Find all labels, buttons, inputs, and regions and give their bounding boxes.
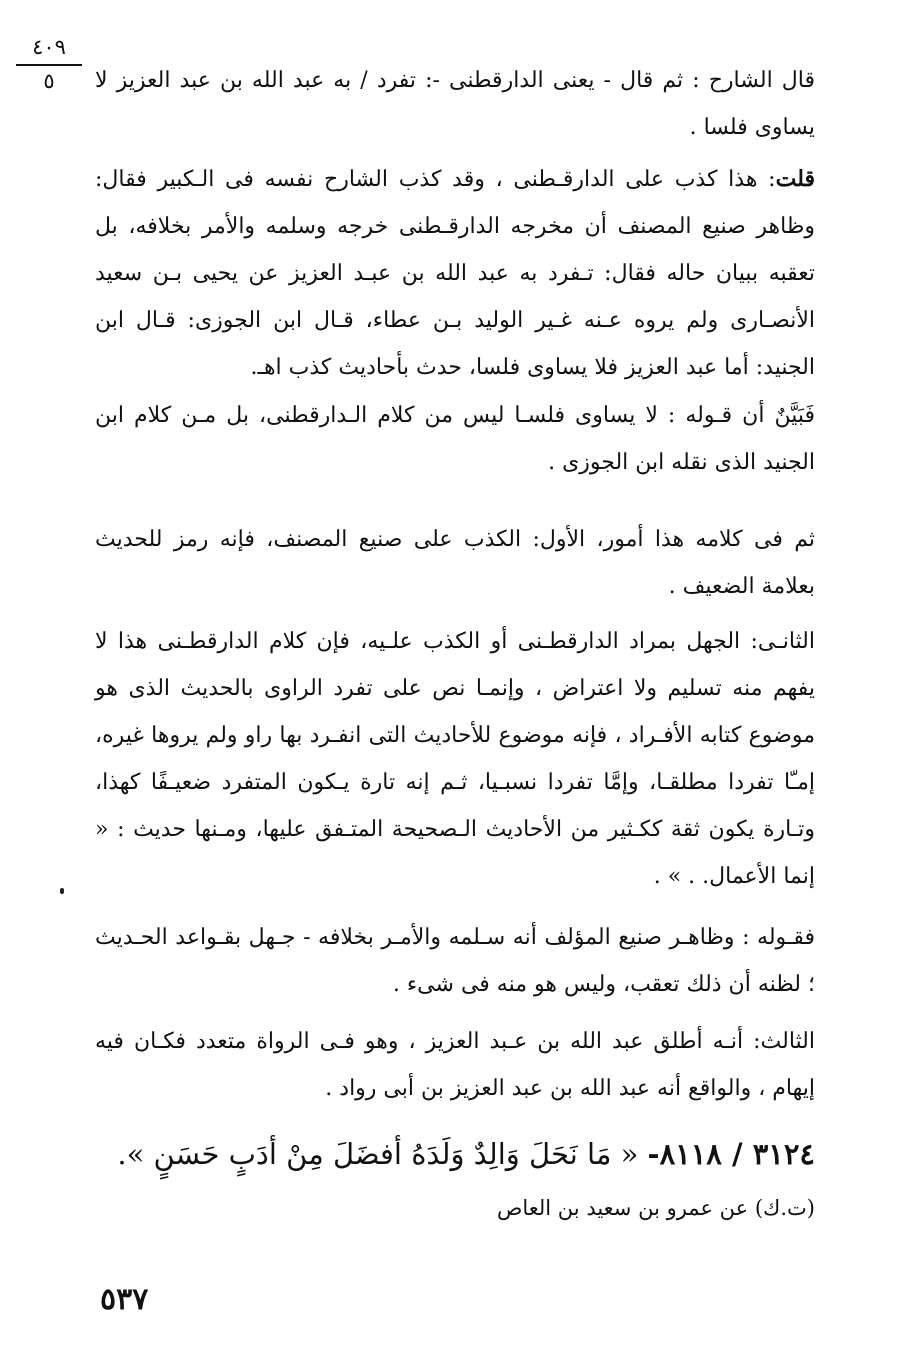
paragraph-text: فَبَيَّنٌ أن قـوله : لا يساوى فلسـا ليس من كلام الـدارقطنى، بل مـن كلام ابن الجنيد الذى نقله ابن الجوزى .	[95, 403, 815, 475]
paragraph-6	[95, 914, 815, 1008]
paragraph-4	[95, 516, 815, 610]
paragraph-lead-word: قلت	[775, 166, 815, 192]
paragraph-text: فقـوله : وظاهـر صنيع المؤلف أنه سـلمه والأمـر بخلافه - جـهل بقـواعد الحـديث ؛ لظنه أن ذلك تعقب، وليس هو منه فى شىء .	[95, 925, 815, 997]
paragraph-3	[95, 392, 815, 486]
hadith-entry	[60, 1132, 815, 1176]
print-speck	[60, 888, 64, 894]
paragraph-7	[95, 1018, 815, 1112]
margin-page-reference	[14, 36, 84, 92]
paragraph-5	[95, 618, 815, 900]
hadith-text: « مَا نَحَلَ وَالِدٌ وَلَدَهُ أفضَلَ مِنْ أدَبٍ حَسَنٍ ».	[117, 1137, 639, 1171]
paragraph-text: الثالث: أنـه أطلق عبد الله بن عـبد العزيز ، وهو فـى الرواة متعدد فكـان فيه إيهام ، والواقع أنه عبد الله بن عبد العزيز بن أبى رواد .	[95, 1029, 815, 1101]
hadith-number: ٣١٢٤ / ٨١١٨-	[647, 1137, 815, 1171]
margin-reference-rule	[16, 64, 82, 66]
paragraph-text: قال الشارح : ثم قال - يعنى الدارقطنى -: تفرد / به عبد الله بن عبد العزيز لا يساوى فلسا .	[95, 68, 815, 140]
paragraph-1	[95, 57, 815, 151]
margin-reference-bottom: ٥	[43, 69, 55, 93]
paragraph-2	[95, 156, 815, 391]
hadith-source: (ت.ك) عن عمرو بن سعيد بن العاص	[496, 1196, 815, 1220]
paragraph-text: ثم فى كلامه هذا أمور، الأول: الكذب على صنيع المصنف، فإنه رمز للحديث بعلامة الضعيف .	[95, 527, 815, 599]
paragraph-text: الثانـى: الجهل بمراد الدارقطـنى أو الكذب علـيه، فإن كلام الدارقطـنى هذا لا يفهم منه تسليم ولا اعتراض ، وإنمـا نص على تفرد الراوى بالحديث الذى هو موضوع كتابه الأفـراد ، فإنه موضوع للأحاديث التى انفـرد بها راو ولم يروها غيره، إمـّا تفردا مطلقـا، وإمَّا تفردا نسبـيا، ثـم إنه تارة يـكون المتفرد ضعيـفًا كهذا، وتـارة يكون ثقة ككـثير من الأحاديث الـصحيحة المتـفق عليها، ومـنها حديث : « إنما الأعمال. . » .	[95, 629, 815, 889]
margin-reference-top: ٤٠٩	[32, 35, 66, 59]
page-number: ٥٣٧	[100, 1282, 149, 1317]
paragraph-text: : هذا كذب على الدارقـطنى ، وقد كذب الشارح نفسه فى الـكبير فقال: وظاهر صنيع المصنف أن مخرجه الدارقـطنى خرجه وسلمه والأمر بخلافه، بل تعقبه ببيان حاله فقال: تـفرد به عبد الله بن عبـد العزيز عن يحيى بـن سعيد الأنصـارى ولم يروه عـنه غـير الوليد بـن عطاء، قـال ابن الجوزى: قـال ابن الجنيد: أما عبد العزيز فلا يساوى فلسا، حدث بأحاديث كذب اهـ.	[95, 167, 815, 380]
